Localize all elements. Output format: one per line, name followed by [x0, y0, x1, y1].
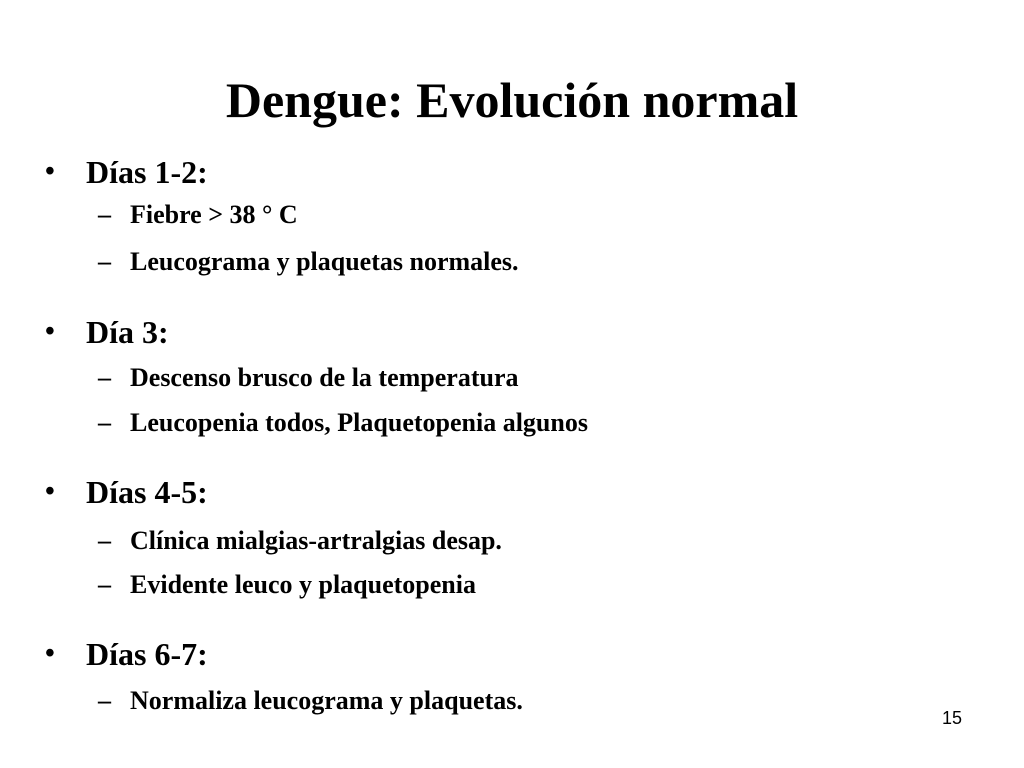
sub-bullet-marker: –	[98, 570, 111, 599]
bullet-item	[0, 472, 960, 512]
sub-bullet-marker: –	[98, 363, 111, 392]
sub-bullet-text: Leucopenia todos, Plaquetopenia algunos	[130, 408, 588, 437]
slide-title: Dengue: Evolución normal	[225, 72, 799, 128]
bullet-item	[0, 312, 960, 352]
sub-bullet-marker: –	[98, 247, 111, 276]
bullet-heading: Días 6-7:	[86, 636, 208, 672]
bullet-marker: •	[45, 156, 55, 187]
bullet-heading: Día 3:	[86, 314, 169, 350]
sub-bullet-marker: –	[98, 686, 111, 715]
bullet-item	[0, 152, 960, 192]
sub-bullet-text: Leucograma y plaquetas normales.	[130, 247, 519, 276]
bullet-marker: •	[45, 316, 55, 347]
bullet-heading: Días 1-2:	[86, 154, 208, 190]
bullet-marker: •	[45, 476, 55, 507]
sub-bullet-marker: –	[98, 526, 111, 555]
sub-bullet-marker: –	[98, 408, 111, 437]
sub-bullet-item	[0, 524, 960, 558]
bullet-marker: •	[45, 638, 55, 669]
bullet-item	[0, 634, 960, 674]
sub-bullet-marker: –	[98, 200, 111, 229]
bullet-heading: Días 4-5:	[86, 474, 208, 510]
sub-bullet-item	[0, 406, 960, 440]
sub-bullet-item	[0, 361, 960, 395]
sub-bullet-text: Normaliza leucograma y plaquetas.	[130, 686, 523, 715]
sub-bullet-item	[0, 198, 960, 232]
sub-bullet-text: Clínica mialgias-artralgias desap.	[130, 526, 502, 555]
sub-bullet-item	[0, 684, 960, 718]
sub-bullet-text: Descenso brusco de la temperatura	[130, 363, 519, 392]
sub-bullet-item	[0, 245, 960, 279]
sub-bullet-item	[0, 568, 960, 602]
page-number: 15	[941, 708, 962, 728]
sub-bullet-text: Fiebre > 38 ° C	[130, 200, 298, 229]
sub-bullet-text: Evidente leuco y plaquetopenia	[130, 570, 476, 599]
